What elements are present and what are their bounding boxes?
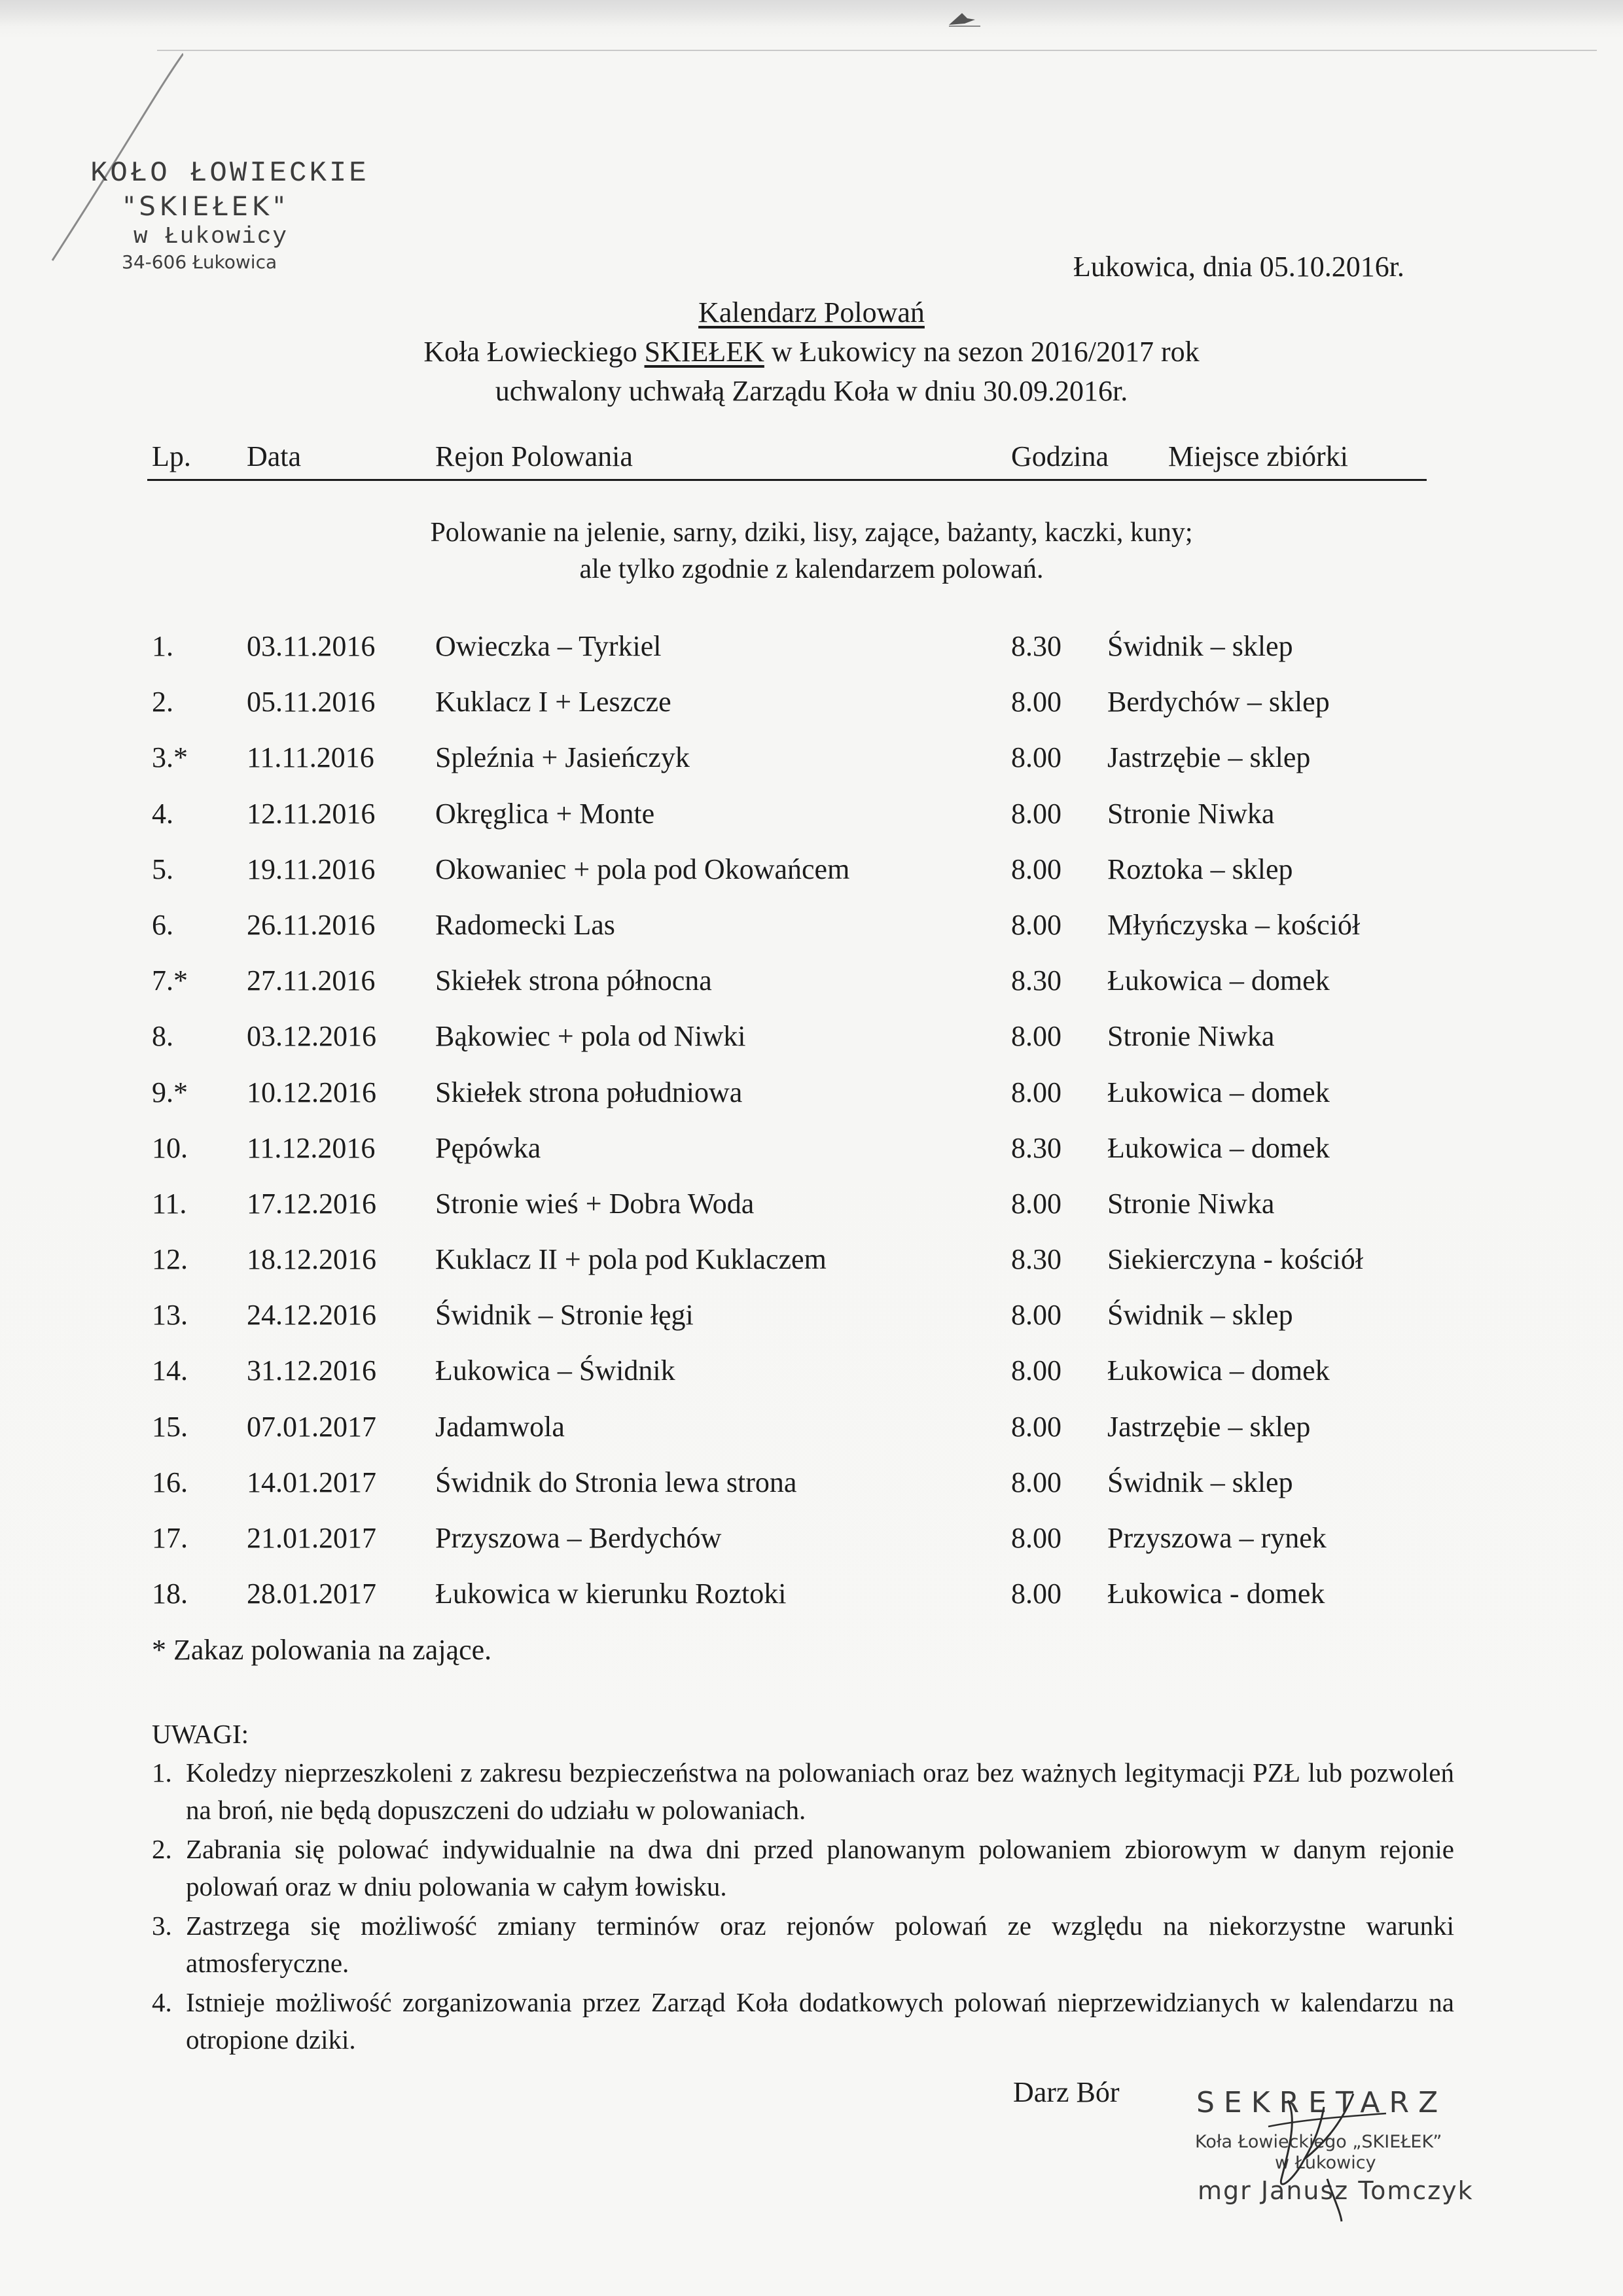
hunt-row <box>0 1076 1623 1131</box>
hunt-time: 8.00 <box>1011 1299 1061 1332</box>
scope-line: ale tylko zgodnie z kalendarzem polowań. <box>579 554 1044 584</box>
hunt-time: 8.30 <box>1011 1131 1061 1164</box>
hunt-area: Owieczka – Tyrkiel <box>435 630 662 662</box>
note-item <box>152 1907 1454 1982</box>
hunt-number: 8. <box>152 1020 173 1053</box>
note-text: Zabrania się polować indywidualnie na dwa dni przed planowanym polowaniem zbiorowym w danym rejonie polowań oraz w dniu polowania w całym łowisku. <box>186 1834 1454 1901</box>
hunt-meeting-point: Stronie Niwka <box>1107 1187 1275 1220</box>
hunt-meeting-point: Świdnik – sklep <box>1107 1466 1293 1498</box>
hunt-area: Kuklacz I + Leszcze <box>435 686 671 718</box>
title-line-pre: Koła Łowieckiego <box>423 336 645 368</box>
hunt-time: 8.00 <box>1011 1466 1061 1498</box>
hunt-row <box>0 1577 1623 1633</box>
hunt-date: 11.12.2016 <box>247 1131 376 1164</box>
hunt-number: 11. <box>152 1187 187 1220</box>
hunt-number: 13. <box>152 1299 188 1332</box>
hunt-time: 8.00 <box>1011 797 1061 830</box>
hunt-row <box>0 1466 1623 1521</box>
handwritten-signature <box>1190 2081 1491 2225</box>
stamp-line: KOŁO ŁOWIECKIE <box>90 157 369 190</box>
stamp-line: "SKIEŁEK" <box>123 192 289 222</box>
notes-heading: UWAGI: <box>152 1719 249 1749</box>
hunt-number: 10. <box>152 1131 188 1164</box>
hunt-meeting-point: Łukowica - domek <box>1107 1578 1325 1610</box>
column-header <box>147 440 1427 481</box>
hunt-area: Łukowica – Świdnik <box>435 1354 675 1387</box>
club-name: SKIEŁEK <box>644 336 764 368</box>
closing-greeting: Darz Bór <box>1013 2076 1120 2108</box>
stamp-line: 34-606 Łukowica <box>122 251 277 273</box>
stamp-line: w Łukowicy <box>1275 2153 1376 2173</box>
hunt-meeting-point: Łukowica – domek <box>1107 1076 1330 1108</box>
column-meeting: Miejsce zbiórki <box>1168 440 1348 472</box>
column-area: Rejon Polowania <box>435 440 633 472</box>
scope-line: Polowanie na jelenie, sarny, dziki, lisy, zające, bażanty, kaczki, kuny; <box>430 518 1193 548</box>
hunt-date: 10.12.2016 <box>247 1076 376 1108</box>
title-line <box>0 332 1623 372</box>
hunt-area: Przyszowa – Berdychów <box>435 1522 722 1554</box>
secretary-stamp <box>1190 2081 1491 2225</box>
hunt-time: 8.30 <box>1011 1243 1061 1276</box>
hunt-date: 14.01.2017 <box>247 1466 376 1498</box>
hunt-area: Bąkowiec + pola od Niwki <box>435 1020 746 1053</box>
footnote: * Zakaz polowania na zające. <box>152 1634 492 1666</box>
hunt-date: 18.12.2016 <box>247 1243 376 1276</box>
hunt-date: 12.11.2016 <box>247 797 376 830</box>
stamp-line: w Łukowicy <box>134 223 289 250</box>
hunt-area: Stronie wieś + Dobra Woda <box>435 1187 755 1220</box>
hunt-date: 27.11.2016 <box>247 964 376 997</box>
hunt-row <box>0 1521 1623 1577</box>
note-number: 3. <box>152 1911 172 1941</box>
hunt-time: 8.00 <box>1011 1354 1061 1387</box>
hunt-time: 8.30 <box>1011 630 1061 662</box>
hunt-row <box>0 1243 1623 1298</box>
hunt-row <box>0 1187 1623 1243</box>
title-line: Kalendarz Polowań <box>698 296 925 328</box>
hunt-area: Łukowica w kierunku Roztoki <box>435 1578 787 1610</box>
stamp-line: SEKRETARZ <box>1196 2086 1448 2119</box>
hunt-number: 18. <box>152 1578 188 1610</box>
hunt-area: Jadamwola <box>435 1410 565 1443</box>
hunt-meeting-point: Przyszowa – rynek <box>1107 1522 1327 1554</box>
hunt-date: 07.01.2017 <box>247 1410 376 1443</box>
place-and-date: Łukowica, dnia 05.10.2016r. <box>1073 251 1404 283</box>
hunt-time: 8.00 <box>1011 1020 1061 1053</box>
hunt-meeting-point: Jastrzębie – sklep <box>1107 741 1311 774</box>
scan-edge-shadow <box>0 0 1623 26</box>
column-lp: Lp. <box>152 440 191 472</box>
note-text: Istnieje możliwość zorganizowania przez Zarząd Koła dodatkowych polowań nieprzewidzianych w kalendarzu na otropione dziki. <box>186 1987 1454 2055</box>
hunt-date: 17.12.2016 <box>247 1187 376 1220</box>
hunt-date: 21.01.2017 <box>247 1522 376 1554</box>
hunt-row <box>0 685 1623 741</box>
note-number: 1. <box>152 1757 172 1788</box>
hunt-number: 1. <box>152 630 173 662</box>
hunt-number: 2. <box>152 686 173 718</box>
hunt-area: Pępówka <box>435 1131 541 1164</box>
note-item <box>152 1984 1454 2058</box>
title-line: uchwalony uchwałą Zarządu Koła w dniu 30.09.2016r. <box>495 375 1128 407</box>
hunt-number: 12. <box>152 1243 188 1276</box>
hunt-number: 16. <box>152 1466 188 1498</box>
hunt-area: Skiełek strona północna <box>435 964 712 997</box>
hunt-number: 9.* <box>152 1076 188 1108</box>
corner-mark <box>942 9 982 29</box>
top-rule <box>157 50 1597 51</box>
hunt-meeting-point: Świdnik – sklep <box>1107 630 1293 662</box>
note-item <box>152 1754 1454 1829</box>
hunt-date: 05.11.2016 <box>247 686 376 718</box>
hunt-time: 8.30 <box>1011 964 1061 997</box>
hunt-meeting-point: Siekierczyna - kościół <box>1107 1243 1363 1276</box>
hunt-time: 8.00 <box>1011 686 1061 718</box>
hunt-meeting-point: Świdnik – sklep <box>1107 1299 1293 1332</box>
hunt-meeting-point: Łukowica – domek <box>1107 1354 1330 1387</box>
hunt-row <box>0 1131 1623 1187</box>
hunt-meeting-point: Łukowica – domek <box>1107 1131 1330 1164</box>
hunt-area: Świdnik do Stronia lewa strona <box>435 1466 797 1498</box>
hunt-time: 8.00 <box>1011 1578 1061 1610</box>
hunt-row <box>0 741 1623 796</box>
hunt-time: 8.00 <box>1011 741 1061 774</box>
hunt-time: 8.00 <box>1011 1076 1061 1108</box>
title-line-post: w Łukowicy na sezon 2016/2017 rok <box>764 336 1200 368</box>
hunt-area: Radomecki Las <box>435 908 615 941</box>
hunt-number: 5. <box>152 853 173 885</box>
hunt-date: 28.01.2017 <box>247 1578 376 1610</box>
hunt-area: Kuklacz II + pola pod Kuklaczem <box>435 1243 827 1276</box>
scope-text <box>0 514 1623 588</box>
hunt-date: 26.11.2016 <box>247 908 376 941</box>
column-time: Godzina <box>1011 440 1109 472</box>
hunt-meeting-point: Roztoka – sklep <box>1107 853 1293 885</box>
notes-list <box>152 1754 1454 2058</box>
hunt-row <box>0 797 1623 853</box>
hunt-row <box>0 908 1623 964</box>
hunt-meeting-point: Stronie Niwka <box>1107 1020 1275 1053</box>
note-number: 4. <box>152 1987 172 2017</box>
club-stamp <box>90 156 378 274</box>
note-text: Koledzy nieprzeszkoleni z zakresu bezpieczeństwa na polowaniach oraz bez ważnych legitymacji PZŁ lub pozwoleń na broń, nie będą dopuszczeni do udziału w polowaniach. <box>186 1757 1454 1825</box>
document-title <box>0 293 1623 411</box>
hunt-time: 8.00 <box>1011 908 1061 941</box>
hunt-area: Świdnik – Stronie łęgi <box>435 1299 694 1332</box>
hunt-row <box>0 964 1623 1019</box>
hunt-date: 24.12.2016 <box>247 1299 376 1332</box>
hunt-meeting-point: Berdychów – sklep <box>1107 686 1330 718</box>
hunt-date: 19.11.2016 <box>247 853 376 885</box>
hunt-area: Okowaniec + pola pod Okowańcem <box>435 853 850 885</box>
hunt-meeting-point: Młyńczyska – kościół <box>1107 908 1361 941</box>
hunt-time: 8.00 <box>1011 1410 1061 1443</box>
hunt-number: 4. <box>152 797 173 830</box>
hunt-meeting-point: Stronie Niwka <box>1107 797 1275 830</box>
hunt-date: 11.11.2016 <box>247 741 374 774</box>
note-text: Zastrzega się możliwość zmiany terminów oraz rejonów polowań ze względu na niekorzystne warunki atmosferyczne. <box>186 1911 1454 1978</box>
hunt-row <box>0 629 1623 685</box>
hunt-number: 17. <box>152 1522 188 1554</box>
hunt-area: Spleźnia + Jasieńczyk <box>435 741 690 774</box>
hunt-row <box>0 1354 1623 1409</box>
hunt-date: 03.12.2016 <box>247 1020 376 1053</box>
hunt-row <box>0 1019 1623 1075</box>
hunt-time: 8.00 <box>1011 853 1061 885</box>
hunt-area: Skiełek strona południowa <box>435 1076 743 1108</box>
column-date: Data <box>247 440 302 472</box>
note-item <box>152 1831 1454 1905</box>
hunt-date: 31.12.2016 <box>247 1354 376 1387</box>
hunt-number: 14. <box>152 1354 188 1387</box>
hunt-row <box>0 1410 1623 1466</box>
hunt-date: 03.11.2016 <box>247 630 376 662</box>
hunt-area: Okręglica + Monte <box>435 797 655 830</box>
hunt-meeting-point: Jastrzębie – sklep <box>1107 1410 1311 1443</box>
hunt-row <box>0 853 1623 908</box>
note-number: 2. <box>152 1834 172 1864</box>
hunt-number: 3.* <box>152 741 188 774</box>
stamp-line: mgr Janusz Tomczyk <box>1198 2176 1474 2205</box>
hunt-row <box>0 1298 1623 1354</box>
hunt-list <box>0 629 1623 1633</box>
hunt-time: 8.00 <box>1011 1522 1061 1554</box>
hunt-number: 7.* <box>152 964 188 997</box>
hunt-meeting-point: Łukowica – domek <box>1107 964 1330 997</box>
hunt-number: 6. <box>152 908 173 941</box>
hunt-number: 15. <box>152 1410 188 1443</box>
stamp-line: Koła Łowieckiego „SKIEŁEK” <box>1195 2132 1442 2152</box>
notes-section <box>152 1716 1454 2060</box>
hunt-time: 8.00 <box>1011 1187 1061 1220</box>
